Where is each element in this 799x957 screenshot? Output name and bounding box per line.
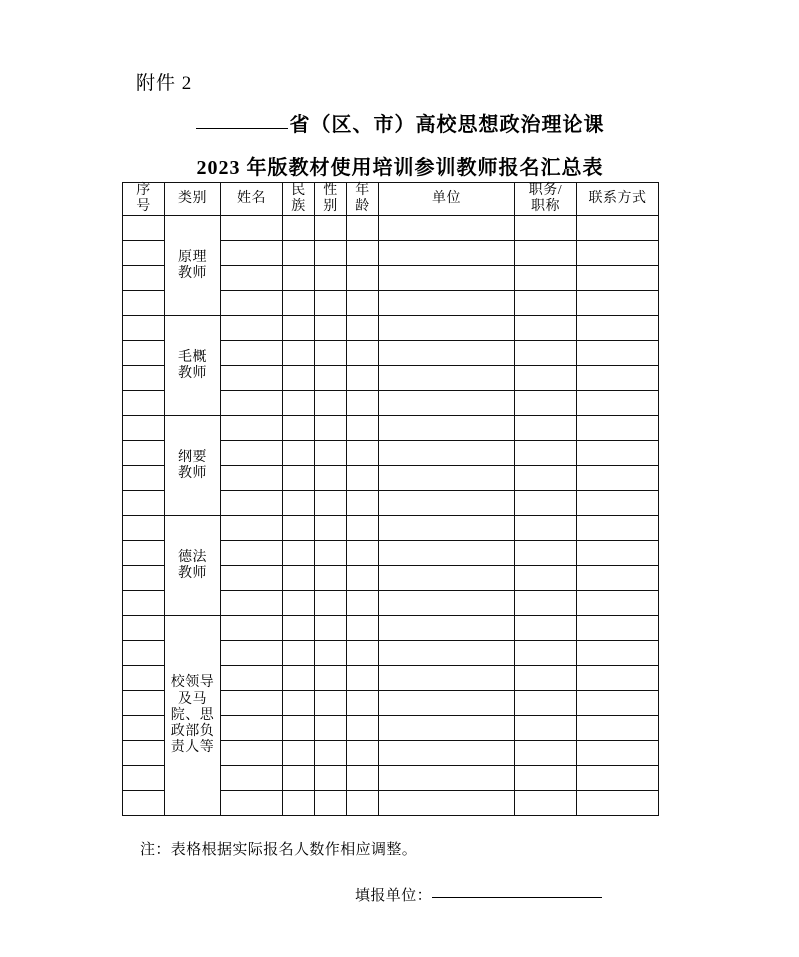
cell-position[interactable] — [515, 516, 577, 541]
cell-unit[interactable] — [379, 266, 515, 291]
cell-gender[interactable] — [315, 391, 347, 416]
cell-gender[interactable] — [315, 416, 347, 441]
cell-gender[interactable] — [315, 266, 347, 291]
cell-age[interactable] — [347, 366, 379, 391]
cell-position[interactable] — [515, 341, 577, 366]
cell-age[interactable] — [347, 791, 379, 816]
category-line: 教师 — [178, 365, 207, 381]
cell-gender[interactable] — [315, 541, 347, 566]
cell-contact[interactable] — [577, 266, 659, 291]
cell-seq[interactable] — [123, 441, 165, 466]
cell-gender[interactable] — [315, 441, 347, 466]
cell-name[interactable] — [221, 466, 283, 491]
cell-seq[interactable] — [123, 291, 165, 316]
filler-unit-line — [355, 884, 602, 905]
cell-contact[interactable] — [577, 591, 659, 616]
cell-seq[interactable] — [123, 791, 165, 816]
cell-seq[interactable] — [123, 516, 165, 541]
cell-contact[interactable] — [577, 291, 659, 316]
cell-name[interactable] — [221, 716, 283, 741]
cell-position[interactable] — [515, 741, 577, 766]
cell-ethnicity[interactable] — [283, 441, 315, 466]
cell-unit[interactable] — [379, 291, 515, 316]
cell-position[interactable] — [515, 541, 577, 566]
cell-age[interactable] — [347, 416, 379, 441]
cell-name[interactable] — [221, 541, 283, 566]
cell-name[interactable] — [221, 666, 283, 691]
cell-position[interactable] — [515, 491, 577, 516]
cell-age[interactable] — [347, 341, 379, 366]
cell-contact[interactable] — [577, 716, 659, 741]
cell-seq[interactable] — [123, 216, 165, 241]
cell-unit[interactable] — [379, 341, 515, 366]
cell-seq[interactable] — [123, 491, 165, 516]
cell-unit[interactable] — [379, 216, 515, 241]
cell-gender[interactable] — [315, 566, 347, 591]
header-unit: 单位 — [379, 183, 515, 216]
cell-age[interactable] — [347, 316, 379, 341]
header-ethnicity-line: 族 — [291, 199, 306, 215]
header-position-line: 职务/ — [528, 183, 563, 198]
category-line: 校领导 — [170, 675, 215, 691]
cell-contact[interactable] — [577, 766, 659, 791]
table-row — [123, 516, 659, 541]
cell-age[interactable] — [347, 566, 379, 591]
filler-unit-label: 填报单位： — [355, 888, 433, 904]
cell-unit[interactable] — [379, 591, 515, 616]
cell-name[interactable] — [221, 291, 283, 316]
cell-seq[interactable] — [123, 341, 165, 366]
cell-unit[interactable] — [379, 566, 515, 591]
cell-age[interactable] — [347, 516, 379, 541]
cell-position[interactable] — [515, 716, 577, 741]
cell-seq[interactable] — [123, 641, 165, 666]
header-ethnicity — [283, 183, 315, 216]
cell-gender[interactable] — [315, 516, 347, 541]
cell-seq[interactable] — [123, 741, 165, 766]
cell-gender[interactable] — [315, 291, 347, 316]
cell-contact[interactable] — [577, 791, 659, 816]
cell-age[interactable] — [347, 541, 379, 566]
cell-category — [165, 216, 221, 316]
cell-position[interactable] — [515, 291, 577, 316]
cell-position[interactable] — [515, 441, 577, 466]
cell-unit[interactable] — [379, 641, 515, 666]
cell-name[interactable] — [221, 566, 283, 591]
cell-age[interactable] — [347, 766, 379, 791]
cell-name[interactable] — [221, 691, 283, 716]
cell-unit[interactable] — [379, 366, 515, 391]
cell-ethnicity[interactable] — [283, 741, 315, 766]
cell-seq[interactable] — [123, 666, 165, 691]
cell-ethnicity[interactable] — [283, 766, 315, 791]
cell-gender[interactable] — [315, 741, 347, 766]
cell-gender[interactable] — [315, 491, 347, 516]
cell-contact[interactable] — [577, 366, 659, 391]
category-line: 德法 — [178, 549, 207, 565]
cell-contact[interactable] — [577, 216, 659, 241]
cell-gender[interactable] — [315, 616, 347, 641]
table-note: 注：表格根据实际报名人数作相应调整。 — [140, 842, 418, 858]
cell-name[interactable] — [221, 391, 283, 416]
category-line: 原理 — [178, 249, 207, 265]
cell-age[interactable] — [347, 216, 379, 241]
cell-age[interactable] — [347, 616, 379, 641]
cell-age[interactable] — [347, 241, 379, 266]
cell-contact[interactable] — [577, 391, 659, 416]
cell-seq[interactable] — [123, 541, 165, 566]
cell-unit[interactable] — [379, 791, 515, 816]
cell-name[interactable] — [221, 266, 283, 291]
cell-seq[interactable] — [123, 391, 165, 416]
cell-contact[interactable] — [577, 741, 659, 766]
cell-seq[interactable] — [123, 266, 165, 291]
cell-position[interactable] — [515, 766, 577, 791]
cell-unit[interactable] — [379, 241, 515, 266]
cell-name[interactable] — [221, 441, 283, 466]
cell-ethnicity[interactable] — [283, 791, 315, 816]
category-line: 政部负 — [170, 723, 215, 739]
cell-ethnicity[interactable] — [283, 291, 315, 316]
cell-position[interactable] — [515, 641, 577, 666]
title-line-1-text: 省（区、市）高校思想政治理论课 — [289, 114, 605, 136]
cell-position[interactable] — [515, 591, 577, 616]
header-ethnicity-line: 民 — [291, 183, 306, 198]
cell-position[interactable] — [515, 791, 577, 816]
cell-contact[interactable] — [577, 566, 659, 591]
cell-age[interactable] — [347, 641, 379, 666]
cell-ethnicity[interactable] — [283, 691, 315, 716]
header-age-line: 龄 — [355, 199, 370, 215]
cell-name[interactable] — [221, 416, 283, 441]
cell-position[interactable] — [515, 216, 577, 241]
category-line: 责人等 — [170, 739, 215, 755]
cell-ethnicity[interactable] — [283, 216, 315, 241]
cell-seq[interactable] — [123, 466, 165, 491]
cell-contact[interactable] — [577, 666, 659, 691]
cell-position[interactable] — [515, 616, 577, 641]
cell-name[interactable] — [221, 766, 283, 791]
cell-contact[interactable] — [577, 441, 659, 466]
cell-ethnicity[interactable] — [283, 641, 315, 666]
cell-gender[interactable] — [315, 216, 347, 241]
cell-ethnicity[interactable] — [283, 591, 315, 616]
cell-age[interactable] — [347, 291, 379, 316]
cell-ethnicity[interactable] — [283, 666, 315, 691]
cell-name[interactable] — [221, 516, 283, 541]
cell-unit[interactable] — [379, 491, 515, 516]
header-name: 姓名 — [221, 183, 283, 216]
cell-position[interactable] — [515, 241, 577, 266]
cell-position[interactable] — [515, 316, 577, 341]
cell-position[interactable] — [515, 416, 577, 441]
cell-contact[interactable] — [577, 641, 659, 666]
cell-ethnicity[interactable] — [283, 491, 315, 516]
cell-ethnicity[interactable] — [283, 716, 315, 741]
category-line: 及马 — [178, 691, 207, 707]
cell-ethnicity[interactable] — [283, 516, 315, 541]
cell-ethnicity[interactable] — [283, 566, 315, 591]
cell-age[interactable] — [347, 741, 379, 766]
cell-gender[interactable] — [315, 366, 347, 391]
header-position-line: 职称 — [531, 199, 560, 215]
cell-gender[interactable] — [315, 591, 347, 616]
cell-position[interactable] — [515, 266, 577, 291]
cell-contact[interactable] — [577, 691, 659, 716]
table-header-row — [123, 183, 659, 216]
cell-seq[interactable] — [123, 766, 165, 791]
cell-unit[interactable] — [379, 766, 515, 791]
header-seq — [123, 183, 165, 216]
cell-contact[interactable] — [577, 341, 659, 366]
attachment-label: 附件 2 — [136, 73, 193, 94]
cell-category — [165, 316, 221, 416]
cell-name[interactable] — [221, 341, 283, 366]
cell-name[interactable] — [221, 591, 283, 616]
cell-seq[interactable] — [123, 566, 165, 591]
registration-table — [122, 182, 659, 816]
cell-name[interactable] — [221, 366, 283, 391]
cell-unit[interactable] — [379, 516, 515, 541]
cell-contact[interactable] — [577, 466, 659, 491]
cell-contact[interactable] — [577, 516, 659, 541]
cell-unit[interactable] — [379, 316, 515, 341]
title-block — [120, 108, 680, 180]
cell-unit[interactable] — [379, 666, 515, 691]
category-line: 教师 — [178, 465, 207, 481]
cell-position[interactable] — [515, 566, 577, 591]
cell-unit[interactable] — [379, 691, 515, 716]
cell-seq[interactable] — [123, 691, 165, 716]
cell-name[interactable] — [221, 741, 283, 766]
table-body — [123, 183, 659, 816]
cell-unit[interactable] — [379, 466, 515, 491]
cell-name[interactable] — [221, 216, 283, 241]
category-line: 毛概 — [178, 349, 207, 365]
table-row — [123, 316, 659, 341]
header-age-line: 年 — [355, 183, 370, 198]
filler-unit-underline — [432, 897, 602, 898]
cell-contact[interactable] — [577, 541, 659, 566]
cell-ethnicity[interactable] — [283, 541, 315, 566]
cell-gender[interactable] — [315, 466, 347, 491]
cell-name[interactable] — [221, 616, 283, 641]
cell-age[interactable] — [347, 591, 379, 616]
header-category: 类别 — [165, 183, 221, 216]
cell-gender[interactable] — [315, 341, 347, 366]
cell-gender[interactable] — [315, 691, 347, 716]
cell-age[interactable] — [347, 491, 379, 516]
cell-position[interactable] — [515, 691, 577, 716]
cell-unit[interactable] — [379, 391, 515, 416]
header-position — [515, 183, 577, 216]
cell-ethnicity[interactable] — [283, 241, 315, 266]
header-seq-line: 序 — [136, 183, 151, 198]
header-seq-line: 号 — [136, 199, 151, 215]
cell-unit[interactable] — [379, 541, 515, 566]
header-gender — [315, 183, 347, 216]
cell-name[interactable] — [221, 641, 283, 666]
cell-ethnicity[interactable] — [283, 316, 315, 341]
cell-age[interactable] — [347, 716, 379, 741]
cell-name[interactable] — [221, 241, 283, 266]
category-line: 教师 — [178, 265, 207, 281]
cell-position[interactable] — [515, 366, 577, 391]
cell-unit[interactable] — [379, 441, 515, 466]
cell-age[interactable] — [347, 441, 379, 466]
header-gender-line: 别 — [323, 199, 338, 215]
cell-contact[interactable] — [577, 416, 659, 441]
cell-seq[interactable] — [123, 316, 165, 341]
cell-gender[interactable] — [315, 316, 347, 341]
cell-ethnicity[interactable] — [283, 391, 315, 416]
cell-category — [165, 516, 221, 616]
cell-contact[interactable] — [577, 491, 659, 516]
province-blank-underline — [196, 128, 288, 129]
title-line-1 — [120, 108, 680, 137]
header-age — [347, 183, 379, 216]
cell-seq[interactable] — [123, 591, 165, 616]
cell-position[interactable] — [515, 666, 577, 691]
cell-ethnicity[interactable] — [283, 466, 315, 491]
cell-age[interactable] — [347, 466, 379, 491]
header-contact: 联系方式 — [577, 183, 659, 216]
cell-seq[interactable] — [123, 616, 165, 641]
cell-gender[interactable] — [315, 766, 347, 791]
cell-unit[interactable] — [379, 416, 515, 441]
category-line: 教师 — [178, 565, 207, 581]
cell-gender[interactable] — [315, 666, 347, 691]
table-row — [123, 616, 659, 641]
table-row — [123, 416, 659, 441]
cell-ethnicity[interactable] — [283, 416, 315, 441]
cell-gender[interactable] — [315, 241, 347, 266]
cell-contact[interactable] — [577, 616, 659, 641]
cell-ethnicity[interactable] — [283, 266, 315, 291]
cell-seq[interactable] — [123, 716, 165, 741]
cell-unit[interactable] — [379, 741, 515, 766]
cell-age[interactable] — [347, 391, 379, 416]
cell-unit[interactable] — [379, 616, 515, 641]
category-line: 院、思 — [170, 707, 215, 723]
cell-position[interactable] — [515, 391, 577, 416]
category-line: 纲要 — [178, 449, 207, 465]
cell-name[interactable] — [221, 316, 283, 341]
title-line-2: 2023 年版教材使用培训参训教师报名汇总表 — [196, 157, 604, 179]
cell-seq[interactable] — [123, 241, 165, 266]
cell-ethnicity[interactable] — [283, 366, 315, 391]
header-gender-line: 性 — [323, 183, 338, 198]
cell-gender[interactable] — [315, 641, 347, 666]
cell-contact[interactable] — [577, 241, 659, 266]
cell-gender[interactable] — [315, 716, 347, 741]
cell-gender[interactable] — [315, 791, 347, 816]
cell-category — [165, 616, 221, 816]
cell-age[interactable] — [347, 691, 379, 716]
cell-seq[interactable] — [123, 366, 165, 391]
cell-category — [165, 416, 221, 516]
cell-unit[interactable] — [379, 716, 515, 741]
table-row — [123, 216, 659, 241]
cell-ethnicity[interactable] — [283, 616, 315, 641]
cell-ethnicity[interactable] — [283, 341, 315, 366]
cell-position[interactable] — [515, 466, 577, 491]
cell-seq[interactable] — [123, 416, 165, 441]
cell-age[interactable] — [347, 266, 379, 291]
cell-name[interactable] — [221, 491, 283, 516]
cell-contact[interactable] — [577, 316, 659, 341]
cell-age[interactable] — [347, 666, 379, 691]
cell-name[interactable] — [221, 791, 283, 816]
